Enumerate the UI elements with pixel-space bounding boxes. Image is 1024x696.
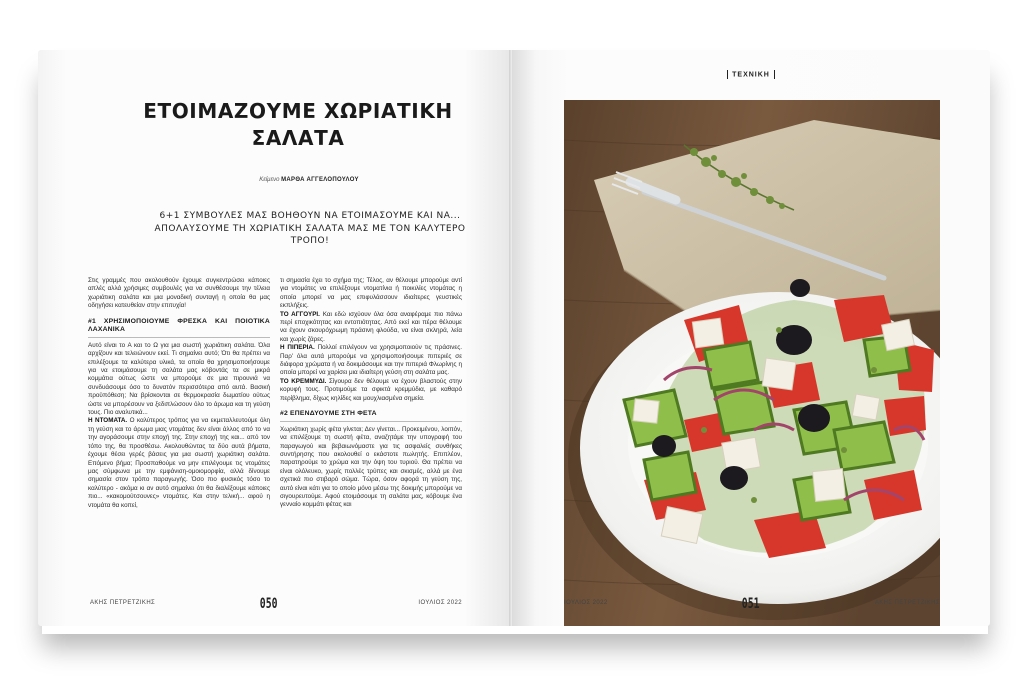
onion-paragraph bbox=[280, 378, 462, 403]
text-column-2 bbox=[280, 277, 462, 510]
pepper-text: Πολλοί επιλέγουν να χρησιμοποιούν τις πράσινες. Παρ' όλα αυτά μπορούμε να χρησιμοποιήσουμε πιπεριές σε διάφορα χρώματα ή να δοκιμάσουμε και την πιπεριά Φλωρίνης η οποία μπορεί να χαρίσει μια ιδιαίτερη γεύση στη σαλάτα μας. bbox=[280, 344, 463, 377]
footer-author-right: ΑΚΗΣ ΠΕΤΡΕΤΖΙΚΗΣ bbox=[874, 600, 940, 606]
onion-text: Σίγουρα δεν θέλουμε να έχουν βλαστούς στην κορυφή τους. Προτιμούμε τα σφικτά κρεμμύδια, με καθαρό περίβλημα, δίχως κηλίδες και μουχλιασμένα σημεία. bbox=[280, 377, 463, 402]
article-title: ΕΤΟΙΜΑΖΟΥΜΕ ΧΩΡΙΑΤΙΚΗ ΣΑΛΑΤΑ bbox=[143, 99, 453, 150]
text-column-1 bbox=[88, 277, 270, 510]
section-heading-1: #1 ΧΡΗΣΙΜΟΠΟΙΟΥΜΕ ΦΡΕΣΚΑ ΚΑΙ ΠΟΙΟΤΙΚΑ ΛΑΧΑΝΙΚΑ bbox=[88, 318, 270, 338]
salad-photo-svg bbox=[564, 100, 940, 626]
tomato-keyword: Η ΝΤΟΜΑΤΑ. bbox=[88, 417, 128, 425]
section-heading-2: #2 ΕΠΕΝΔΥΟΥΜΕ ΣΤΗ ΦΕΤΑ bbox=[280, 410, 462, 422]
body-paragraph: Αυτό είναι το Α και το Ω για μια σωστή χωριάτικη σαλάτα. Όλα αρχίζουν και τελειώνουν εκεί. Τι σημαίνει αυτό; Ότι θα πρέπει να επιλέξουμε τα καλύτερα υλικά, τα οποία θα χρησιμοποιήσουμε για να ετοιμάσουμε τη σαλάτα μας κόβοντάς τα σε μικρά κομμάτια ούτως ώστε να μπορούμε σε μια πιρουνιά να συνδυάσουμε όσο το δυνατόν περισσότερα από αυτά. Βασική προϋπόθεση; Να βρίσκονται σε θερμοκρασία δωματίου ούτως ώστε να μπορέσουν να ξεδιπλώσουν όλο το άρωμα και τη γεύση τους. Πιο αναλυτικά... bbox=[88, 341, 270, 417]
lead-paragraph: 6+1 ΣΥΜΒΟΥΛΕΣ ΜΑΣ ΒΟΗΘΟΥΝ ΝΑ ΕΤΟΙΜΑΣΟΥΜΕ ΚΑΙ ΝΑ... ΑΠΟΛΑΥΣΟΥΜΕ ΤΗ ΧΩΡΙΑΤΙΚΗ ΣΑΛΑΤΑ ΜΑΣ ΜΕ ΤΟΝ ΚΑΛΥΤΕΡΟ ΤΡΟΠΟ! bbox=[154, 211, 466, 246]
footer-date-left: ΙΟΥΛΙΟΣ 2022 bbox=[418, 600, 462, 606]
byline-prefix: Κείμενο bbox=[259, 177, 280, 183]
footer-date-right: ΙΟΥΛΙΟΣ 2022 bbox=[564, 600, 608, 606]
pepper-paragraph bbox=[280, 344, 462, 378]
cucumber-text: Και εδώ ισχύουν όλα όσα αναφέραμε πιο πάνω περί εποχικότητας και εντοπιότητας. Από εκεί και πέρα θέλουμε να έχουν σκουρόχρωμη πράσινη φλούδα, να είναι σκληρά, λεία και χωρίς ζάρες. bbox=[280, 310, 463, 343]
continuation-paragraph: τι σημασία έχει το σχήμα της; Τέλος, αν θέλουμε μπορούμε αντί για ντομάτες να επιλέξουμε ντοματίνια ή ποικιλίες ντομάτας η οποία μπορεί να μας επιφυλάσσουν ιδιαίτερες γευστικές εκπλήξεις. bbox=[280, 277, 462, 310]
section-tag-bar-left bbox=[727, 70, 729, 79]
right-page bbox=[512, 50, 990, 626]
section-tag bbox=[722, 70, 780, 79]
section-tag-bar-right bbox=[774, 70, 776, 79]
section-tag-label: ΤΕΧΝΙΚΗ bbox=[732, 71, 770, 79]
feta-paragraph: Χωριάτικη χωρίς φέτα γίνεται; Δεν γίνεται... Προκειμένου, λοιπόν, να επιλέξουμε τη σωστή φέτα, αναζητάμε την υπογραφή του παραγωγού και βεβαιωνόμαστε για τις ασφαλείς συνθήκες συντήρησης που ακολουθεί ο εκάστοτε πωλητής. Επιπλέον, παρατηρούμε το χρώμα και την όψη του τυριού. Θα πρέπει να είναι ολόλευκο, χωρίς πολλές τρύπες και σκισμές, αλλά με ένα σχετικά πιο στιβαρό σώμα. Τώρα, όσον αφορά τη γεύση της, αυτό είναι κάτι για το οποίο μόνο μέσω της δοκιμής μπορούμε να σιγουρευτούμε. Αφού ετοιμάσουμε τη σαλάτα μας, κόβουμε ένα γενναίο κομμάτι φέτας και bbox=[280, 425, 462, 509]
page-number-left: 050 bbox=[259, 596, 278, 612]
byline-author: ΜΑΡΘΑ ΑΓΓΕΛΟΠΟΥΛΟΥ bbox=[281, 177, 359, 183]
pepper-keyword: Η ΠΙΠΕΡΙΑ. bbox=[280, 344, 315, 352]
page-number-right: 051 bbox=[741, 596, 760, 612]
footer-author-left: ΑΚΗΣ ΠΕΤΡΕΤΖΙΚΗΣ bbox=[90, 600, 156, 606]
tomato-paragraph bbox=[88, 417, 270, 509]
byline bbox=[226, 177, 392, 183]
cucumber-paragraph bbox=[280, 311, 462, 345]
onion-keyword: ΤΟ ΚΡΕΜΜΥΔΙ. bbox=[280, 377, 327, 385]
left-page bbox=[38, 50, 512, 626]
tomato-text: Ο καλύτερος τρόπος για να εκμεταλλευτούμε όλη τη γεύση και το άρωμα μιας ντομάτας δεν είναι άλλος από το να την αγοράσουμε στην εποχή της. Στην εποχή της και... από τον τόπο της, θα προσθέσω. Ακολουθώντας τα δύο αυτά βήματα, έχουμε θέσει γερές βάσεις για μια σωστή χωριάτικη σαλάτα. Επόμενο βήμα; Προσπαθούμε να μην επιλέγουμε τις ντομάτες μας σύμφωνα με την εμφάνιση-ομοιομορφία, αλλά δίνουμε σημασία στον τρόπο παραγωγής. Όσο πιο φυσικός τόσο το καλύτερο - ακόμα κι αν αυτό σημαίνει ότι θα διαλέξουμε κάποιες πιο... «κακομούτσουνες» ντομάτες. Και στην τελική... αφού η ντομάτα θα κοπεί, bbox=[88, 417, 271, 509]
intro-paragraph: Στις γραμμές που ακολουθούν έχουμε συγκεντρώσει κάποιες απλές αλλά χρήσιμες συμβουλές για να συνθέσουμε την τέλεια χωριάτικη σαλάτα και μια μοναδική συνταγή η οποία θα μας οδηγήσει κατευθείαν στην επιτυχία! bbox=[88, 277, 270, 310]
cucumber-keyword: ΤΟ ΑΓΓΟΥΡΙ. bbox=[280, 310, 320, 318]
salad-photo bbox=[564, 100, 940, 626]
